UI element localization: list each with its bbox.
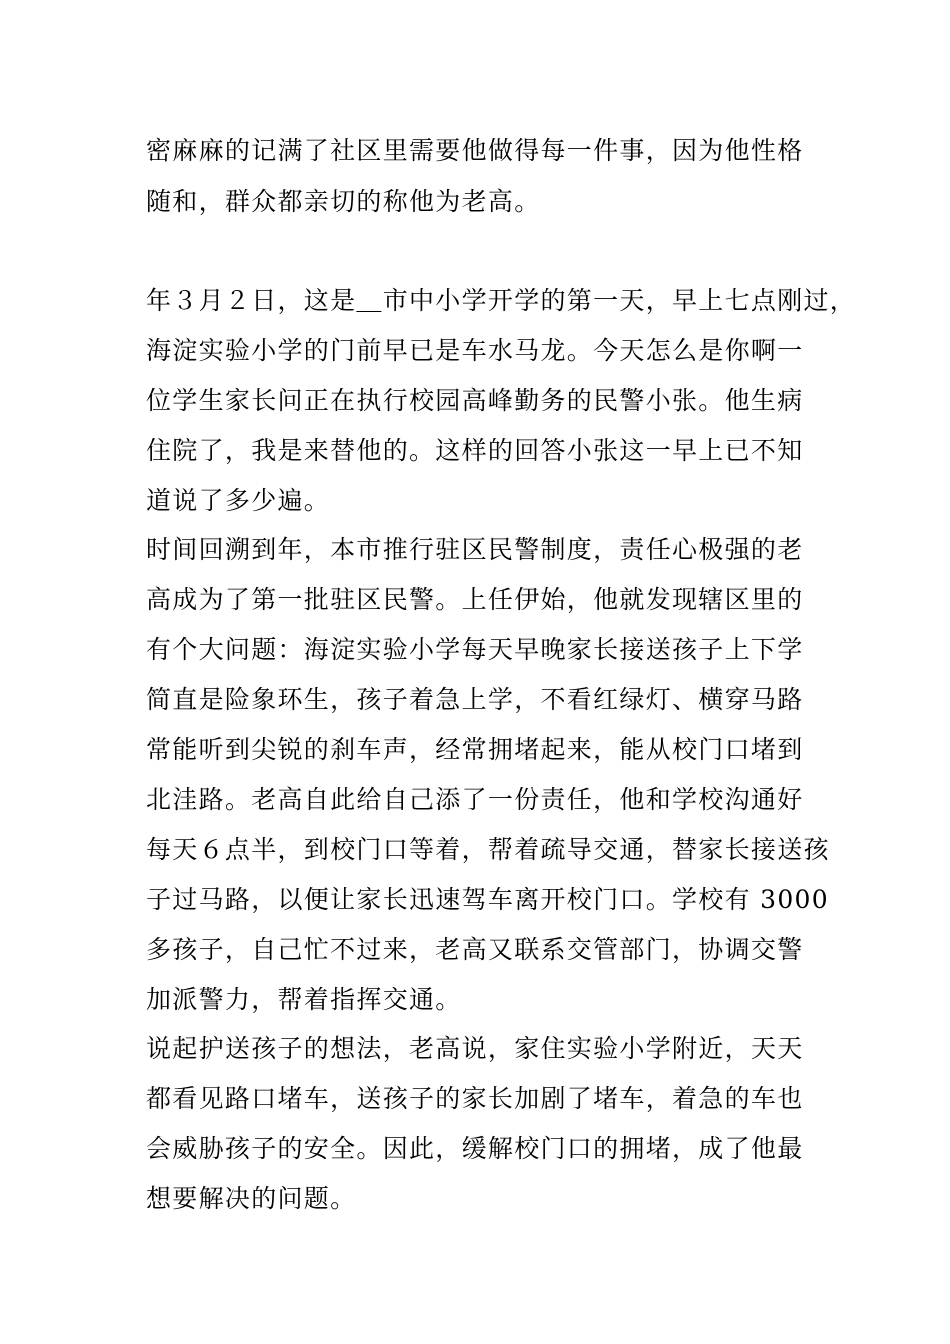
text-line: 道说了多少遍。 [146, 486, 331, 515]
text-line: 随和，群众都亲切的称他为老高。 [146, 187, 541, 216]
text-line: 加派警力，帮着指挥交通。 [146, 985, 462, 1014]
text-line: 会威胁孩子的安全。因此，缓解校门口的拥堵，成了他最 [146, 1134, 804, 1163]
text-line: 都看见路口堵车，送孩子的家长加剧了堵车，着急的车也 [146, 1084, 804, 1113]
text-line: 多孩子，自己忙不过来，老高又联系交管部门，协调交警 [146, 935, 804, 964]
text-line: 住院了，我是来替他的。这样的回答小张这一早上已不知 [146, 436, 804, 465]
text-line: 位学生家长问正在执行校园高峰勤务的民警小张。他生病 [146, 386, 804, 415]
text-line: 海淀实验小学的门前早已是车水马龙。今天怎么是你啊一 [146, 336, 804, 365]
text-line: 密麻麻的记满了社区里需要他做得每一件事，因为他性格 [146, 136, 804, 165]
text-line: 每天６点半，到校门口等着，帮着疏导交通，替家长接送孩 [146, 835, 830, 864]
text-line: 子过马路，以便让家长迅速驾车离开校门口。学校有 3000 [146, 885, 829, 914]
text-line: 北洼路。老高自此给自己添了一份责任，他和学校沟通好 [146, 785, 804, 814]
text-line: 说起护送孩子的想法，老高说，家住实验小学附近，天天 [146, 1034, 804, 1063]
text-line: 有个大问题：海淀实验小学每天早晚家长接送孩子上下学 [146, 635, 804, 664]
text-line: 简直是险象环生，孩子着急上学，不看红绿灯、横穿马路 [146, 685, 804, 714]
text-line: 时间回溯到年，本市推行驻区民警制度，责任心极强的老 [146, 535, 804, 564]
text-line: 想要解决的问题。 [146, 1184, 357, 1213]
text-line: 高成为了第一批驻区民警。上任伊始，他就发现辖区里的 [146, 585, 804, 614]
text-line: 常能听到尖锐的刹车声，经常拥堵起来，能从校门口堵到 [146, 735, 804, 764]
text-line: 年３月２日，这是＿市中小学开学的第一天，早上七点刚过， [146, 286, 857, 315]
